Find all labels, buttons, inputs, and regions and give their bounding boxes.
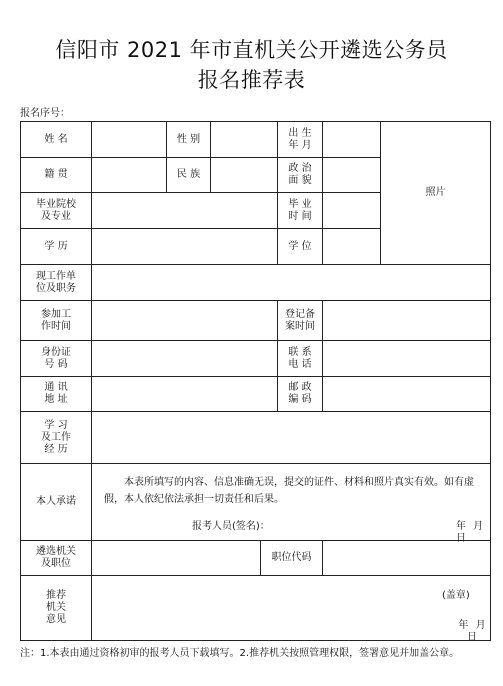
phone-label: 联 系 电 话 — [278, 341, 323, 377]
phone-field[interactable] — [323, 341, 491, 377]
id-number-label: 身份证 号 码 — [21, 341, 92, 377]
native-place-label: 籍 贯 — [21, 158, 92, 193]
name-field[interactable] — [92, 122, 167, 158]
promise-cell — [92, 464, 491, 544]
degree-label: 学 位 — [278, 229, 323, 265]
registration-time-field[interactable] — [323, 301, 491, 341]
gender-label: 性 别 — [167, 122, 211, 158]
promise-text: 本表所填写的内容、信息准确无误，提交的证件、材料和照片真实有效。如有虚假，本人依纪依法承担一切责任和后果。 — [104, 477, 474, 505]
education-field[interactable] — [92, 229, 278, 265]
graduation-time-label: 毕 业 时 间 — [278, 193, 323, 229]
birth-date-field[interactable] — [323, 122, 381, 158]
id-number-field[interactable] — [92, 341, 278, 377]
degree-field[interactable] — [323, 229, 381, 265]
form-title-line-2: 报名推荐表 — [197, 68, 306, 92]
gender-field[interactable] — [211, 122, 278, 158]
political-status-label: 政 治 面 貌 — [278, 158, 323, 193]
political-status-field[interactable] — [323, 158, 381, 193]
work-unit-field[interactable] — [92, 265, 491, 301]
promise-label: 本人承诺 — [21, 464, 92, 541]
postcode-field[interactable] — [323, 377, 491, 412]
photo-label: 照片 — [425, 187, 446, 198]
join-work-time-field[interactable] — [92, 301, 278, 341]
photo-box[interactable] — [381, 122, 491, 265]
study-work-history-field[interactable] — [92, 412, 491, 464]
postcode-label: 邮 政 编 码 — [278, 377, 323, 412]
registration-number-label: 报名序号： — [20, 108, 70, 119]
birth-date-label: 出 生 年 月 — [278, 122, 323, 158]
address-field[interactable] — [92, 377, 278, 412]
ethnicity-label: 民 族 — [167, 158, 211, 193]
registration-time-label: 登记备 案时间 — [278, 301, 323, 341]
promise-date-label: 年 月 日 — [456, 521, 486, 544]
selected-org-field[interactable] — [92, 541, 261, 576]
work-unit-label: 现工作单 位及职务 — [21, 265, 92, 301]
application-form-table — [20, 121, 491, 641]
recommend-opinion-field[interactable] — [92, 576, 491, 641]
graduation-time-field[interactable] — [323, 193, 381, 229]
school-major-field[interactable] — [92, 193, 278, 229]
school-major-label: 毕业院校 及专业 — [21, 193, 92, 229]
recommend-date-label: 年 月 日 — [458, 620, 488, 643]
selected-org-label: 遴选机关 及职位 — [21, 541, 92, 576]
name-label: 姓 名 — [21, 122, 92, 158]
ethnicity-field[interactable] — [211, 158, 278, 193]
seal-label: (盖章) — [442, 590, 470, 601]
recommend-opinion-label: 推荐 机关 意见 — [21, 576, 92, 641]
join-work-time-label: 参加工 作时间 — [21, 301, 92, 341]
position-code-label: 职位代码 — [261, 541, 323, 576]
form-title-line-1: 信阳市 2021 年市直机关公开遴选公务员 — [55, 38, 448, 62]
native-place-field[interactable] — [92, 158, 167, 193]
form-footnote: 注：1.本表由通过资格初审的报考人员下载填写。2.推荐机关按照管理权限，签署意见并加盖公章。 — [20, 648, 460, 659]
study-work-history-label: 学 习 及工作 经 历 — [21, 412, 92, 464]
signature-label: 报考人员(签名)： — [192, 521, 270, 532]
position-code-field[interactable] — [323, 541, 491, 576]
address-label: 通 讯 地 址 — [21, 377, 92, 412]
education-label: 学 历 — [21, 229, 92, 265]
